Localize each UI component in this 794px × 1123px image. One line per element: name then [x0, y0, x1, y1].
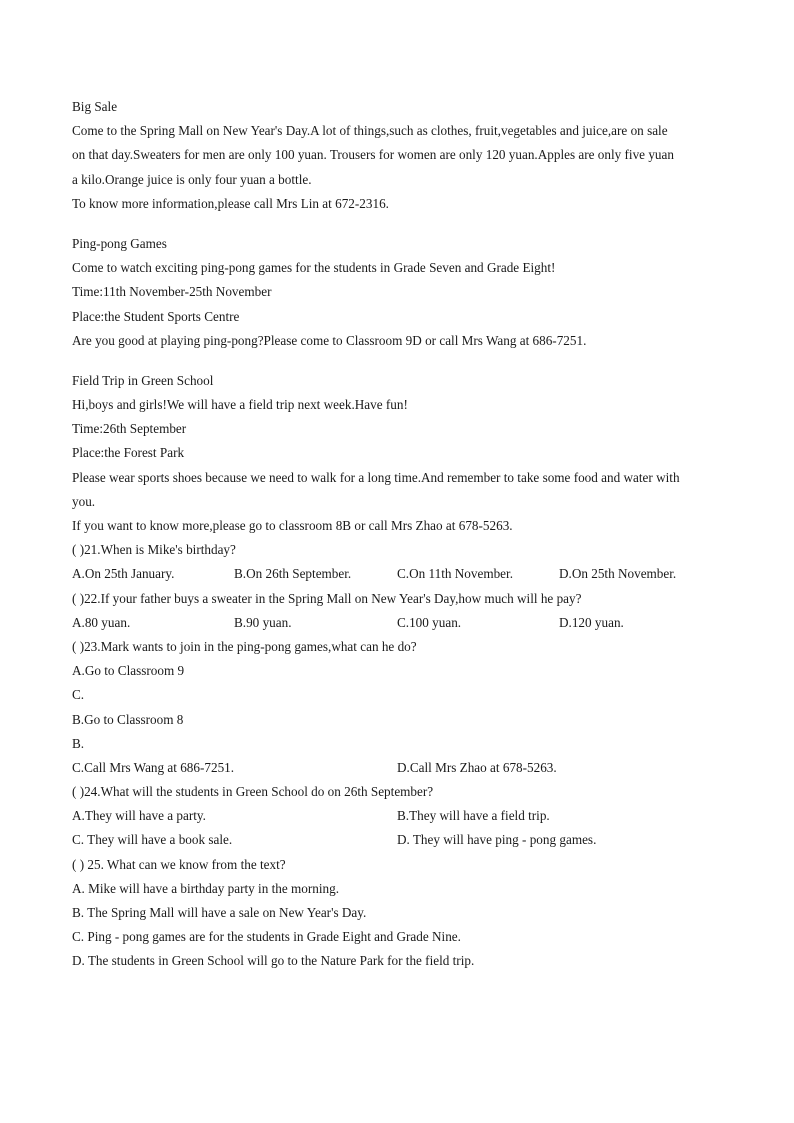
ping-pong-line-4: Are you good at playing ping-pong?Please come to Classroom 9D or call Mrs Wang at 686-7251.: [72, 332, 587, 348]
question-22-options: [72, 611, 722, 635]
question-21-option-d: D.On 25th November.: [559, 566, 677, 582]
question-23-option-b-continuation: B.: [72, 735, 85, 751]
question-23-option-d: D.Call Mrs Zhao at 678-5263.: [397, 759, 557, 775]
section-gap: [72, 216, 722, 232]
question-21-option-b: B.On 26th September.: [234, 566, 352, 582]
question-22-option-a: A.80 yuan.: [72, 614, 131, 630]
question-23-option-a: A.Go to Classroom 9: [72, 663, 185, 679]
question-24-option-a: A.They will have a party.: [72, 808, 206, 824]
field-trip-line-5: you.: [72, 493, 96, 509]
question-22-option-d: D.120 yuan.: [559, 614, 624, 630]
field-trip-line-4: Please wear sports shoes because we need to walk for a long time.And remember to take some food and water with: [72, 469, 680, 485]
question-23-option-c: C.Call Mrs Wang at 686-7251.: [72, 759, 235, 775]
question-25-option-b: B. The Spring Mall will have a sale on New Year's Day.: [72, 905, 367, 920]
question-25-option-a: A. Mike will have a birthday party in the morning.: [72, 880, 339, 896]
question-21-option-a: A.On 25th January.: [72, 566, 175, 582]
question-24-stem: ( )24.What will the students in Green School do on 26th September?: [72, 784, 434, 800]
question-23-stem: ( )23.Mark wants to join in the ping-pong games,what can he do?: [72, 638, 417, 654]
field-trip-line-1: Hi,boys and girls!We will have a field trip next week.Have fun!: [72, 397, 408, 413]
question-22-option-c: C.100 yuan.: [397, 614, 462, 630]
question-24-option-b: B.They will have a field trip.: [397, 808, 550, 824]
question-22-option-b: B.90 yuan.: [234, 614, 292, 630]
document-content: [72, 95, 722, 974]
big-sale-line-3: a kilo.Orange juice is only four yuan a bottle.: [72, 171, 312, 187]
question-22-stem: ( )22.If your father buys a sweater in the Spring Mall on New Year's Day,how much will he pay?: [72, 590, 582, 606]
question-25-option-c: C. Ping - pong games are for the students in Grade Eight and Grade Nine.: [72, 929, 461, 945]
question-21-options: [72, 562, 722, 586]
question-24-option-d: D. They will have ping - pong games.: [397, 832, 597, 848]
field-trip-line-3: Place:the Forest Park: [72, 445, 185, 461]
field-trip-line-6: If you want to know more,please go to classroom 8B or call Mrs Zhao at 678-5263.: [72, 518, 513, 533]
question-23-options: [72, 756, 722, 780]
question-23-option-a-continuation: C.: [72, 687, 85, 703]
question-24-options-row-1: [72, 804, 722, 828]
question-24-options-row-2: [72, 828, 722, 852]
question-23-option-b: B.Go to Classroom 8: [72, 711, 184, 727]
big-sale-line-2: on that day.Sweaters for men are only 100 yuan. Trousers for women are only 120 yuan.Apples are only five yuan: [72, 147, 674, 163]
question-24-option-c: C. They will have a book sale.: [72, 832, 233, 848]
question-25-stem: ( ) 25. What can we know from the text?: [72, 856, 286, 872]
field-trip-title: Field Trip in Green School: [72, 372, 214, 388]
ping-pong-line-3: Place:the Student Sports Centre: [72, 308, 240, 324]
ping-pong-line-1: Come to watch exciting ping-pong games for the students in Grade Seven and Grade Eight!: [72, 260, 556, 276]
question-25-option-d: D. The students in Green School will go to the Nature Park for the field trip.: [72, 953, 475, 969]
section-gap: [72, 353, 722, 369]
question-21-option-c: C.On 11th November.: [397, 566, 513, 582]
ping-pong-title: Ping-pong Games: [72, 235, 167, 251]
big-sale-title: Big Sale: [72, 99, 118, 114]
ping-pong-line-2: Time:11th November-25th November: [72, 284, 272, 300]
question-21-stem: ( )21.When is Mike's birthday?: [72, 542, 236, 558]
big-sale-line-4: To know more information,please call Mrs Lin at 672-2316.: [72, 195, 389, 211]
field-trip-line-2: Time:26th September: [72, 421, 187, 437]
big-sale-line-1: Come to the Spring Mall on New Year's Day.A lot of things,such as clothes, fruit,vegetables and juice,are on sale: [72, 123, 668, 139]
